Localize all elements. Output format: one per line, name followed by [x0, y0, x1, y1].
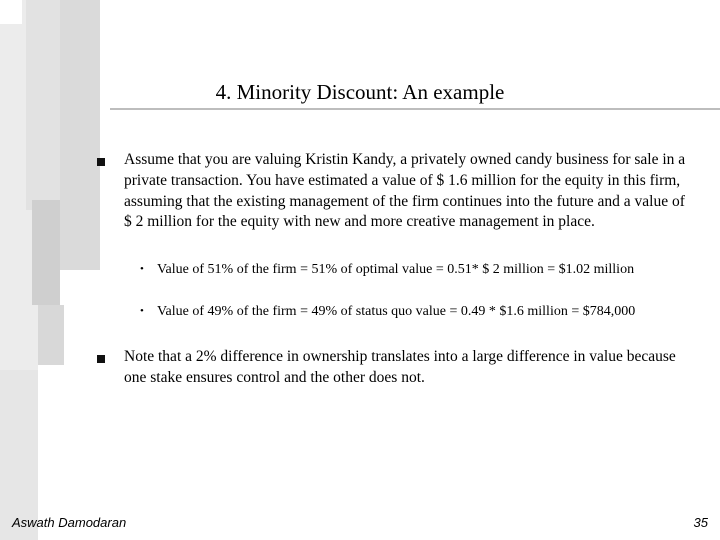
sub-bullet-icon: •	[140, 263, 144, 275]
decor-bar-6	[38, 305, 64, 365]
sub-bullet-icon: •	[140, 305, 144, 317]
bullet-paragraph: Assume that you are valuing Kristin Kandy, a privately owned candy business for sale in a private transaction. You have estimated a value of $ 1.6 million for the equity in this firm, assuming that the existing management of the firm continues into the future and a value of $ 2 million for the equity with new and more creative management in place.	[124, 151, 686, 231]
decor-bar-4	[60, 0, 100, 270]
bullet-square-icon	[97, 158, 105, 166]
sub-bullet-text: Value of 49% of the firm = 49% of status quo value = 0.49 * $1.6 million = $784,000	[157, 304, 636, 319]
bullet-square-icon	[97, 355, 105, 363]
page-number: 35	[693, 515, 708, 530]
title-rule	[110, 108, 720, 110]
decor-bar-2	[0, 0, 22, 24]
slide-title: 4. Minority Discount: An example	[215, 80, 505, 104]
sub-bullet-text: Value of 51% of the firm = 51% of optimal value = 0.51* $ 2 million = $1.02 million	[157, 262, 635, 277]
decor-bar-3	[26, 0, 60, 210]
decor-bar-5	[32, 200, 60, 305]
bullet-paragraph: Note that a 2% difference in ownership translates into a large difference in value because one stake ensures control and the other does not.	[124, 348, 676, 386]
footer-author: Aswath Damodaran	[12, 515, 127, 530]
